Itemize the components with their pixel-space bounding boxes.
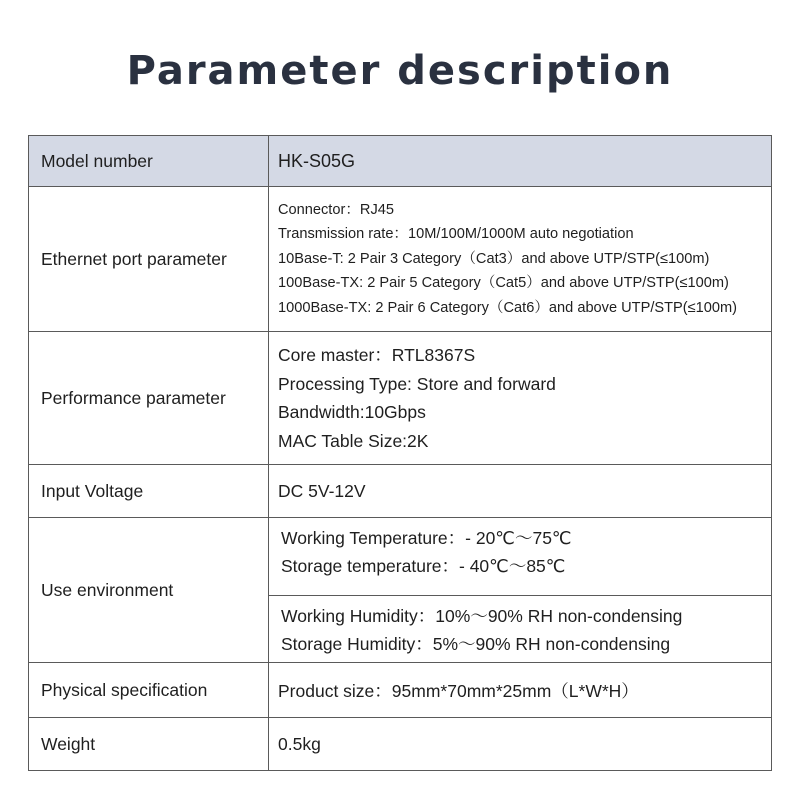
use-environment-value: [269, 518, 772, 663]
model-number-label: Model number: [29, 136, 269, 187]
table-row-performance: [29, 332, 772, 465]
weight-value: 0.5kg: [269, 718, 772, 771]
input-voltage-value: DC 5V-12V: [269, 465, 772, 518]
ethernet-port-label: Ethernet port parameter: [29, 187, 269, 332]
weight-label: Weight: [29, 718, 269, 771]
ethernet-port-value: [269, 187, 772, 332]
performance-line: Core master：RTL8367S: [278, 345, 476, 365]
ethernet-line: 1000Base-TX: 2 Pair 6 Category（Cat6）and above UTP/STP(≤100m): [278, 299, 738, 316]
temperature-block: [278, 524, 771, 581]
ethernet-line: Connector：RJ45: [278, 201, 394, 218]
spec-table: [28, 135, 772, 771]
ethernet-line: 10Base-T: 2 Pair 3 Category（Cat3）and above UTP/STP(≤100m): [278, 250, 710, 267]
physical-spec-label: Physical specification: [29, 663, 269, 718]
humidity-block: [269, 602, 771, 659]
environment-divider: [269, 595, 771, 659]
table-row-weight: [29, 718, 772, 771]
physical-spec-value: Product size：95mm*70mm*25mm（L*W*H）: [269, 663, 772, 718]
performance-line: Processing Type: Store and forward: [278, 373, 556, 394]
table-row-physical: [29, 663, 772, 718]
performance-value: [269, 332, 772, 465]
table-row-ethernet: [29, 187, 772, 332]
temperature-line: Working Temperature：- 20℃～75℃: [281, 527, 572, 548]
performance-line: MAC Table Size:2K: [278, 430, 429, 451]
table-row-environment: [29, 518, 772, 663]
page-title: Parameter description: [126, 48, 674, 94]
table-row-voltage: [29, 465, 772, 518]
ethernet-line: 100Base-TX: 2 Pair 5 Category（Cat5）and above UTP/STP(≤100m): [278, 275, 729, 292]
performance-line: Bandwidth:10Gbps: [278, 402, 426, 422]
use-environment-label: Use environment: [29, 518, 269, 663]
table-row-model: [29, 136, 772, 187]
model-number-value: HK-S05G: [269, 136, 772, 187]
performance-label: Performance parameter: [29, 332, 269, 465]
humidity-line: Working Humidity：10%～90% RH non-condensing: [281, 605, 683, 626]
humidity-line: Storage Humidity：5%～90% RH non-condensing: [281, 634, 671, 654]
temperature-line: Storage temperature：- 40℃～85℃: [281, 556, 566, 576]
ethernet-line: Transmission rate：10M/100M/1000M auto negotiation: [278, 226, 634, 243]
input-voltage-label: Input Voltage: [29, 465, 269, 518]
